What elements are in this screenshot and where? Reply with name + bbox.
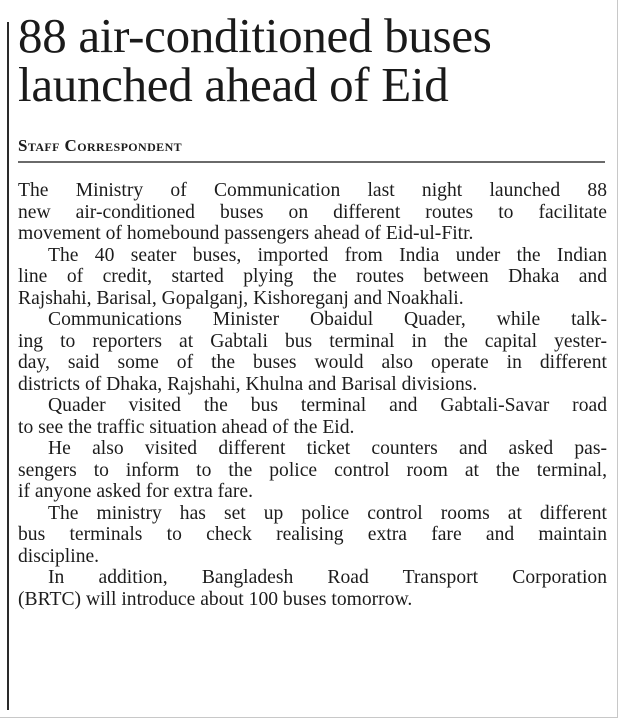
paragraph-line: ing to reporters at Gabtali bus terminal in the capital yester- (18, 330, 607, 352)
paragraph-line: districts of Dhaka, Rajshahi, Khulna and Barisal divisions. (18, 373, 478, 395)
paragraph (18, 438, 607, 503)
byline-divider (18, 161, 605, 163)
paragraph (18, 395, 607, 438)
paragraph-line: Communications Minister Obaidul Quader, while talk- (48, 309, 607, 330)
clipping-bottom-edge (0, 717, 618, 718)
paragraph-line: to see the traffic situation ahead of the Eid. (18, 416, 355, 438)
paragraph-line: line of credit, started plying the routes between Dhaka and (18, 266, 607, 287)
column-rule (7, 22, 9, 710)
headline-line: 88 air-conditioned buses (18, 8, 492, 63)
paragraph (18, 245, 607, 310)
headline-line: launched ahead of Eid (18, 57, 449, 112)
paragraph-line: discipline. (18, 545, 100, 567)
paragraph-line: In addition, Bangladesh Road Transport Corporation (48, 567, 607, 588)
paragraph (18, 180, 607, 245)
paragraph-line: Quader visited the bus terminal and Gabtali-Savar road (48, 395, 607, 416)
paragraph-line: new air-conditioned buses on different routes to facilitate (18, 201, 607, 223)
paragraph-line: Rajshahi, Barisal, Gopalganj, Kishoreganj and Noakhali. (18, 287, 464, 309)
paragraph-line: (BRTC) will introduce about 100 buses tomorrow. (18, 588, 413, 610)
clipping-right-edge (617, 0, 618, 718)
paragraph-line: if anyone asked for extra fare. (18, 481, 254, 502)
headline (18, 8, 616, 112)
paragraph-line: The 40 seater buses, imported from India under the Indian (48, 244, 607, 266)
paragraph (18, 503, 607, 568)
paragraph-line: movement of homebound passengers ahead of Eid-ul-Fitr. (18, 223, 474, 244)
paragraph (18, 309, 607, 395)
paragraph-line: bus terminals to check realising extra fare and maintain (18, 524, 607, 545)
paragraph-line: day, said some of the buses would also operate in different (18, 352, 607, 373)
paragraph-line: The ministry has set up police control rooms at different (48, 502, 607, 524)
byline: Staff Correspondent (18, 136, 183, 155)
paragraph-line: He also visited different ticket counters and asked pas- (48, 438, 607, 459)
paragraph-line: The Ministry of Communication last night launched 88 (18, 180, 607, 201)
paragraph (18, 567, 607, 610)
article-body (18, 180, 607, 610)
paragraph-line: sengers to inform to the police control room at the terminal, (18, 459, 607, 481)
